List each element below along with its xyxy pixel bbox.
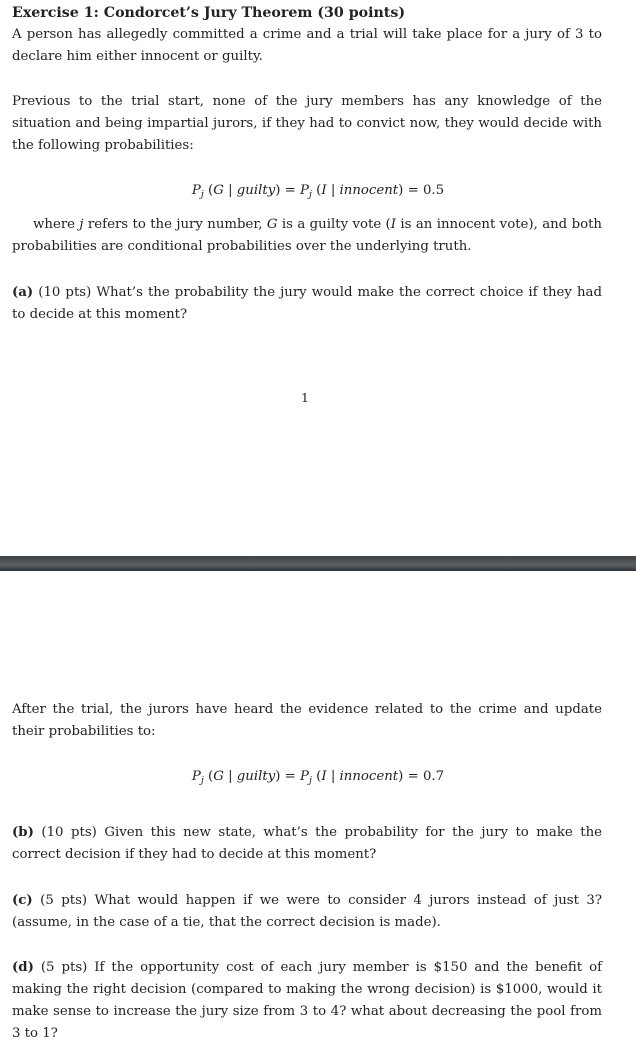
question-d: (d) (5 pts) If the opportunity cost of each jury member is $150 and the benefit of making the right decision (compared to making the wrong decision) is $1000, would it make sense to increase the jury size from 3 to 4? what about decreasing the pool from 3 to 1?	[12, 960, 603, 1041]
equation-prior: $P_j$ (G | guilty) = $P_j$ (I | innocent) = 0.5	[191, 183, 445, 200]
question-a: (a) (10 pts) What’s the probability the jury would make the correct choice if they had to decide at this moment?	[12, 285, 602, 322]
equation-posterior: $P_j$ (G | guilty) = $P_j$ (I | innocent) = 0.7	[191, 769, 445, 786]
page-2	[0, 571, 636, 1041]
question-c: (c) (5 pts) What would happen if we were to consider 4 jurors instead of just 3? (assume, in the case of a tie, that the correct decision is made).	[12, 893, 602, 930]
prior-value: 0.5	[422, 183, 445, 198]
page-number: 1	[301, 390, 309, 405]
intro-paragraph: A person has allegedly committed a crime and a trial will take place for a jury of 3 to declare him either innocent or guilty.	[12, 27, 602, 64]
exercise-title: Exercise 1: Condorcet’s Jury Theorem (30 points)	[12, 5, 406, 21]
after-paragraph: After the trial, the jurors have heard the evidence related to the crime and update their probabilities to:	[12, 702, 602, 739]
page-separator	[0, 556, 636, 571]
posterior-value: 0.7	[422, 769, 445, 784]
previous-paragraph: Previous to the trial start, none of the jury members has any knowledge of the situation and being impartial jurors, if they had to convict now, they would decide with the following probabilities:	[12, 94, 602, 153]
question-b: (b) (10 pts) Given this new state, what’s the probability for the jury to make the correct decision if they had to decide at this moment?	[12, 825, 603, 862]
where-paragraph: where j refers to the jury number, G is a guilty vote (I is an innocent vote), and both probabilities are conditional probabilities over the underlying truth.	[12, 217, 602, 254]
